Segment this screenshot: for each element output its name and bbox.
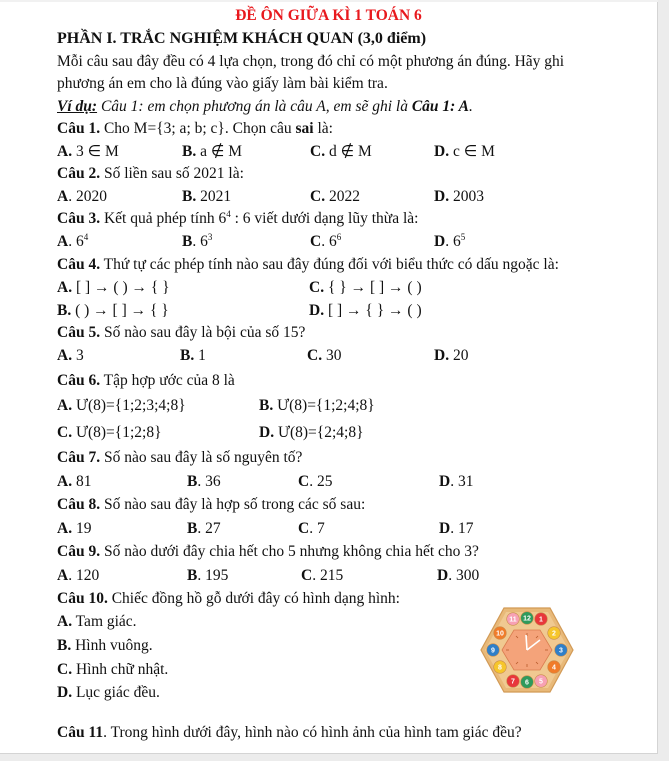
- option-text: Hình vuông.: [71, 637, 153, 654]
- option-c[interactable]: [310, 187, 360, 207]
- option-text: . 25: [309, 473, 333, 490]
- question-text: . Trong hình dưới đây, hình nào có hình ảnh của hình tam giác đều?: [103, 724, 522, 741]
- clock-hour-hand: [526, 635, 527, 650]
- option-letter: C: [298, 520, 310, 537]
- option-a[interactable]: [57, 232, 88, 252]
- question-1: [57, 119, 333, 139]
- option-d[interactable]: [439, 472, 473, 492]
- option-letter: A.: [57, 520, 73, 537]
- clock-number: 2: [552, 630, 556, 638]
- exponent: 5: [460, 232, 466, 242]
- option-text: 3: [72, 347, 84, 364]
- option-text: 2003: [449, 188, 484, 205]
- question-label: Câu 8.: [57, 496, 101, 513]
- option-d[interactable]: [437, 566, 479, 586]
- option-b[interactable]: [259, 396, 375, 416]
- option-letter: D.: [434, 188, 450, 205]
- horizontal-scrollbar[interactable]: [0, 754, 669, 761]
- option-text: 2021: [196, 188, 232, 205]
- option-letter: D: [437, 567, 449, 584]
- section-heading: PHẦN I. TRẮC NGHIỆM KHÁCH QUAN (3,0 điểm): [57, 30, 427, 47]
- clock-number: 11: [509, 616, 517, 624]
- option-c[interactable]: [298, 472, 332, 492]
- option-a[interactable]: [57, 187, 107, 207]
- option-letter: D.: [57, 684, 73, 701]
- option-letter: D: [434, 233, 446, 250]
- option-letter: B: [187, 520, 198, 537]
- option-a[interactable]: [57, 472, 91, 492]
- question-8: [57, 495, 365, 515]
- option-text: . 6: [192, 233, 208, 250]
- clock-number: 9: [491, 647, 495, 655]
- option-text: . 215: [312, 567, 344, 584]
- question-text-end: : 6 viết dưới dạng lũy thừa là:: [230, 210, 419, 227]
- option-letter: D.: [309, 302, 325, 319]
- option-letter: A: [57, 567, 69, 584]
- option-a[interactable]: [57, 278, 170, 298]
- question-text: Số nào dưới đây chia hết cho 5 nhưng không chia hết cho 3?: [100, 543, 479, 560]
- clock-number: 5: [539, 678, 543, 686]
- option-letter: C.: [57, 661, 73, 678]
- question-label: Câu 3.: [57, 210, 101, 227]
- option-text: [ ] → { } → ( ): [324, 302, 422, 319]
- option-a[interactable]: [57, 612, 137, 632]
- option-text: Ư(8)={1;2;8}: [72, 424, 162, 441]
- option-letter: C.: [307, 347, 323, 364]
- option-text: c ∈ M: [449, 143, 495, 160]
- question-label: Câu 1.: [57, 120, 101, 137]
- question-11: [57, 723, 522, 743]
- option-b[interactable]: [57, 636, 153, 656]
- exponent: 3: [207, 232, 213, 242]
- option-c[interactable]: [57, 660, 168, 680]
- option-letter: A.: [57, 397, 73, 414]
- question-4: [57, 255, 559, 275]
- option-letter: C: [301, 567, 313, 584]
- clock-number: 1: [539, 616, 543, 624]
- option-c[interactable]: [57, 423, 162, 443]
- exponent: 4: [83, 232, 89, 242]
- question-text: Thứ tự các phép tính nào sau đây đúng đối với biểu thức có dấu ngoặc là:: [100, 256, 559, 273]
- option-text: . 6: [321, 233, 337, 250]
- exponent: 6: [336, 232, 342, 242]
- option-b[interactable]: [182, 142, 242, 162]
- question-text-end: là:: [313, 120, 333, 137]
- option-b[interactable]: [180, 346, 206, 366]
- clock-number: 8: [498, 664, 502, 672]
- question-text: Số nào sau đây là bội của số 15?: [100, 324, 306, 341]
- question-text: Số nào sau đây là hợp số trong các số sau:: [100, 496, 366, 513]
- option-text: . 6: [68, 233, 84, 250]
- option-c[interactable]: [298, 519, 325, 539]
- option-b[interactable]: [187, 566, 228, 586]
- option-letter: B: [187, 473, 198, 490]
- question-3: [57, 209, 418, 229]
- option-a[interactable]: [57, 142, 119, 162]
- option-text: 3 ∈ M: [72, 143, 119, 160]
- option-letter: B: [182, 233, 193, 250]
- option-text: . 27: [197, 520, 221, 537]
- option-text: 20: [449, 347, 469, 364]
- option-d[interactable]: [434, 346, 468, 366]
- option-c[interactable]: [310, 232, 341, 252]
- question-text: Số liền sau số 2021 là:: [100, 165, 244, 182]
- option-letter: B.: [259, 397, 274, 414]
- option-text: a ∉ M: [196, 143, 243, 160]
- option-letter: A.: [57, 473, 73, 490]
- option-letter: C.: [309, 279, 325, 296]
- option-letter: B.: [57, 637, 72, 654]
- option-text: d ∉ M: [325, 143, 372, 160]
- option-text: 19: [72, 520, 92, 537]
- option-letter: D: [439, 473, 451, 490]
- option-letter: B: [187, 567, 198, 584]
- option-letter: B.: [182, 143, 197, 160]
- option-letter: D.: [434, 143, 450, 160]
- option-c[interactable]: [309, 278, 422, 298]
- option-a[interactable]: [57, 519, 91, 539]
- document-page: [0, 2, 658, 754]
- example-answer: Câu 1: A: [411, 98, 469, 115]
- option-b[interactable]: [182, 232, 212, 252]
- option-d[interactable]: [434, 142, 495, 162]
- option-letter: C.: [57, 424, 73, 441]
- question-text: Số nào sau đây là số nguyên tố?: [100, 449, 303, 466]
- option-c[interactable]: [301, 566, 343, 586]
- example-text: Câu 1: em chọn phương án là câu A, em sẽ ghi là: [97, 98, 412, 115]
- option-letter: D.: [434, 347, 450, 364]
- question-label: Câu 2.: [57, 165, 101, 182]
- option-letter: D.: [259, 424, 275, 441]
- clock-number: 7: [511, 678, 515, 686]
- option-c[interactable]: [307, 346, 341, 366]
- clock-number: 4: [552, 664, 556, 672]
- question-9: [57, 542, 479, 562]
- question-emphasis: sai: [295, 120, 314, 137]
- example-label: Ví dụ:: [57, 98, 98, 115]
- example-end: .: [468, 98, 473, 115]
- option-letter: A.: [57, 613, 73, 630]
- option-text: Ư(8)={2;4;8}: [274, 424, 364, 441]
- option-text: Ư(8)={1;2;4;8}: [273, 397, 375, 414]
- option-c[interactable]: [310, 142, 372, 162]
- question-10: [57, 589, 400, 609]
- option-letter: C.: [310, 188, 326, 205]
- option-text: Lục giác đều.: [72, 684, 160, 701]
- question-label: Câu 9.: [57, 543, 101, 560]
- clock-number: 3: [559, 647, 563, 655]
- option-letter: A.: [57, 143, 73, 160]
- option-text: 2022: [325, 188, 360, 205]
- option-text: 81: [72, 473, 92, 490]
- option-text: . 7: [309, 520, 325, 537]
- option-text: 30: [322, 347, 342, 364]
- question-5: [57, 323, 305, 343]
- vertical-scrollbar[interactable]: [658, 0, 669, 761]
- question-label: Câu 6.: [57, 372, 101, 389]
- option-text: Hình chữ nhật.: [72, 661, 169, 678]
- question-7: [57, 448, 302, 468]
- instructions-line-2: phương án em cho là đúng vào giấy làm bài kiểm tra.: [57, 75, 388, 92]
- question-text: Kết quả phép tính 6: [100, 210, 227, 227]
- option-text: . 195: [197, 567, 229, 584]
- option-letter: C.: [310, 143, 326, 160]
- question-label: Câu 4.: [57, 256, 101, 273]
- option-text: . 300: [448, 567, 480, 584]
- clock-number: 12: [523, 615, 531, 623]
- option-a[interactable]: [57, 566, 99, 586]
- option-a[interactable]: [57, 346, 84, 366]
- option-text: { } → [ ] → ( ): [324, 279, 422, 296]
- option-d[interactable]: [259, 423, 364, 443]
- option-letter: D: [439, 520, 451, 537]
- option-text: Tam giác.: [72, 613, 137, 630]
- option-text: . 120: [68, 567, 100, 584]
- option-b[interactable]: [57, 301, 169, 321]
- option-text: . 31: [450, 473, 474, 490]
- question-label: Câu 10.: [57, 590, 108, 607]
- option-text: [ ] → ( ) → { }: [72, 279, 170, 296]
- option-d[interactable]: [434, 232, 465, 252]
- option-d[interactable]: [434, 187, 484, 207]
- hexagon-clock-image: [480, 606, 574, 694]
- option-text: . 36: [197, 473, 221, 490]
- question-text: Chiếc đồng hồ gỗ dưới đây có hình dạng hình:: [107, 590, 400, 607]
- option-letter: A: [57, 188, 69, 205]
- question-label: Câu 11: [57, 724, 104, 741]
- option-text: ( ) → [ ] → { }: [71, 302, 169, 319]
- option-text: Ư(8)={1;2;3;4;8}: [72, 397, 186, 414]
- option-b[interactable]: [182, 187, 231, 207]
- document-title: ĐỀ ÔN GIỮA KÌ 1 TOÁN 6: [235, 7, 422, 24]
- clock-number: 10: [496, 630, 504, 638]
- option-letter: B.: [57, 302, 72, 319]
- question-6: [57, 371, 235, 391]
- option-d[interactable]: [439, 519, 473, 539]
- option-d[interactable]: [57, 683, 160, 703]
- option-letter: A: [57, 233, 69, 250]
- option-text: . 17: [450, 520, 474, 537]
- option-letter: B.: [180, 347, 195, 364]
- option-letter: C: [310, 233, 322, 250]
- option-letter: A.: [57, 347, 73, 364]
- option-letter: B.: [182, 188, 197, 205]
- option-b[interactable]: [187, 519, 221, 539]
- instructions-line-1: Mỗi câu sau đây đều có 4 lựa chọn, trong đó chỉ có một phương án đúng. Hãy ghi: [57, 53, 565, 70]
- option-d[interactable]: [309, 301, 422, 321]
- question-2: [57, 164, 244, 184]
- question-label: Câu 5.: [57, 324, 101, 341]
- example-line: [57, 97, 473, 117]
- clock-number: 6: [525, 679, 529, 687]
- option-letter: C: [298, 473, 310, 490]
- question-text: Cho M={3; a; b; c}. Chọn câu: [100, 120, 296, 137]
- question-text: Tập hợp ước của 8 là: [100, 372, 235, 389]
- option-text: . 6: [445, 233, 461, 250]
- option-text: 1: [194, 347, 206, 364]
- option-text: . 2020: [68, 188, 107, 205]
- exponent: 4: [226, 209, 231, 219]
- option-a[interactable]: [57, 396, 186, 416]
- option-b[interactable]: [187, 472, 221, 492]
- option-letter: A.: [57, 279, 73, 296]
- question-label: Câu 7.: [57, 449, 101, 466]
